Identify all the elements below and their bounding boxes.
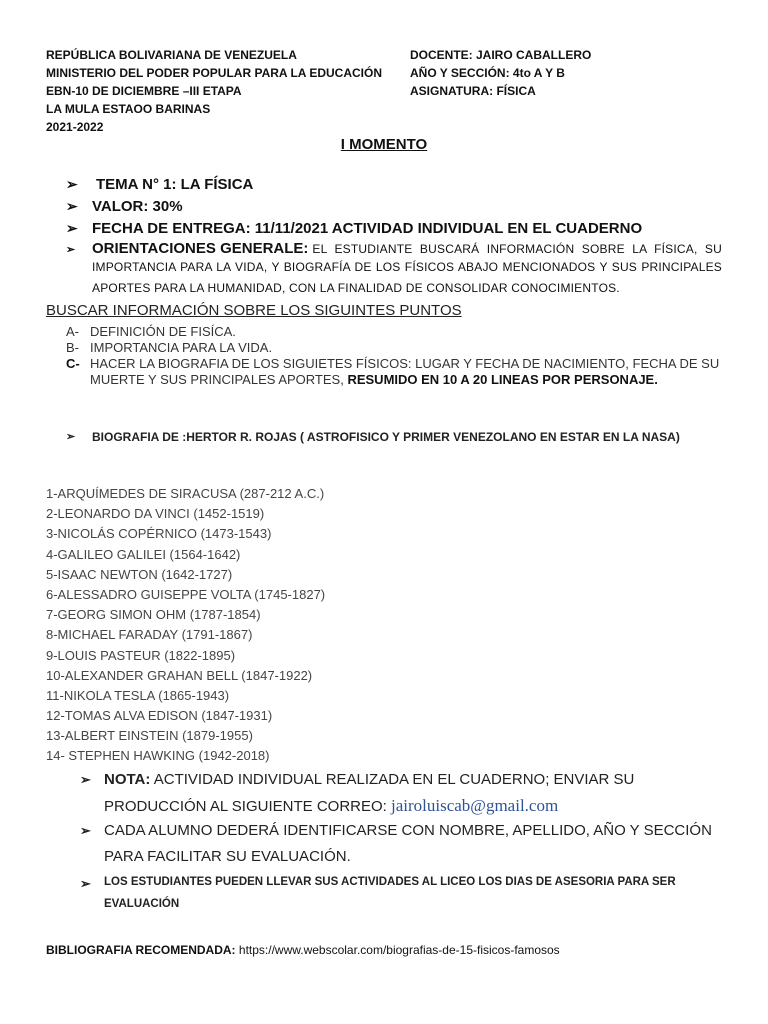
list-item: 1-ARQUÍMEDES DE SIRACUSA (287-212 A.C.) (46, 486, 325, 501)
arrowhead-bullet-icon: ➢ (66, 220, 78, 236)
list-marker: C- (66, 356, 80, 371)
points-list (66, 324, 726, 388)
tema-text: TEMA N° 1: LA FÍSICA (96, 176, 254, 193)
liceo-bullet (80, 871, 740, 915)
list-item: 4-GALILEO GALILEI (1564-1642) (46, 546, 241, 562)
orientaciones-text: EL ESTUDIANTE BUSCARÁ INFORMACIÓN SOBRE LA FÍSICA, SU (312, 242, 722, 256)
list-text: DEFINICIÓN DE FISÍCA. (90, 324, 236, 339)
header-line: REPÚBLICA BOLIVARIANA DE VENEZUELA (46, 48, 297, 62)
list-item: 5-ISAAC NEWTON (1642-1727) (46, 566, 233, 582)
tema-bullet (66, 176, 253, 193)
arrowhead-bullet-icon: ➢ (66, 431, 76, 443)
arrowhead-bullet-icon: ➢ (66, 244, 76, 256)
header-line: AÑO Y SECCIÓN: 4to A Y B (410, 66, 565, 80)
note-text: EVALUACIÓN (104, 898, 180, 910)
page-title: I MOMENTO (340, 136, 428, 153)
list-item: 2-LEONARDO DA VINCI (1452-1519) (46, 506, 265, 522)
nota-bullet (80, 767, 740, 820)
arrowhead-bullet-icon: ➢ (66, 198, 78, 214)
identification-bullet (80, 818, 740, 870)
list-item (66, 340, 726, 356)
list-item: 11-NIKOLA TESLA (1865-1943) (46, 687, 230, 703)
note-text: LOS ESTUDIANTES PUEDEN LLEVAR SUS ACTIVIDADES AL LICEO LOS DIAS DE ASESORIA PARA SER (104, 876, 676, 888)
list-text: IMPORTANCIA PARA LA VIDA. (90, 340, 273, 355)
header-line: LA MULA ESTAOO BARINAS (46, 102, 211, 116)
list-marker: B- (66, 340, 79, 355)
valor-text: VALOR: 30% (92, 198, 183, 215)
orientaciones-generales (66, 240, 722, 299)
list-item: 10-ALEXANDER GRAHAN BELL (1847-1922) (46, 667, 313, 683)
list-text-emphasis: RESUMIDO EN 10 A 20 LINEAS POR PERSONAJE. (347, 372, 658, 387)
orientaciones-text: IMPORTANCIA PARA LA VIDA, Y BIOGRAFÍA DE LOS FÍSICOS ABAJO MENCIONADOS Y SUS PRINCIPALES (92, 260, 722, 274)
fecha-text: FECHA DE ENTREGA: 11/11/2021 ACTIVIDAD INDIVIDUAL EN EL CUADERNO (92, 220, 643, 237)
biografia-bullet (66, 428, 726, 446)
institution-header (46, 46, 382, 136)
list-item: 7-GEORG SIMON OHM (1787-1854) (46, 607, 261, 623)
orientaciones-label: ORIENTACIONES GENERALE: (92, 240, 309, 257)
list-item: 3-NICOLÁS COPÉRNICO (1473-1543) (46, 526, 272, 542)
header-line: DOCENTE: JAIRO CABALLERO (410, 48, 592, 62)
list-item (66, 324, 726, 340)
nota-label: NOTA: (104, 771, 151, 788)
biografia-text: BIOGRAFIA DE :HERTOR R. ROJAS ( ASTROFISICO Y PRIMER VENEZOLANO EN ESTAR EN LA NASA) (92, 430, 680, 444)
teacher-header (410, 46, 591, 100)
valor-bullet (66, 198, 183, 215)
list-item: 12-TOMAS ALVA EDISON (1847-1931) (46, 708, 273, 724)
email-link[interactable]: jairoluiscab@gmail.com (391, 796, 559, 815)
list-text: HACER LA BIOGRAFIA DE LOS SIGUIETES FÍSICOS: LUGAR Y FECHA DE NACIMIENTO, FECHA DE SU MUERTE Y SUS PRINCIPALES APORTES, (90, 356, 720, 387)
header-line: ASIGNATURA: FÍSICA (410, 84, 536, 98)
note-text: CADA ALUMNO DEDERÁ IDENTIFICARSE CON NOMBRE, APELLIDO, AÑO Y SECCIÓN (104, 822, 712, 839)
list-item: 6-ALESSADRO GUISEPPE VOLTA (1745-1827) (46, 586, 326, 602)
list-item: 9-LOUIS PASTEUR (1822-1895) (46, 647, 236, 663)
bibliography (46, 943, 560, 957)
arrowhead-bullet-icon: ➢ (80, 876, 91, 891)
note-text: PARA FACILITAR SU EVALUACIÓN. (104, 848, 351, 865)
arrowhead-bullet-icon: ➢ (66, 176, 78, 192)
nota-text: ACTIVIDAD INDIVIDUAL REALIZADA EN EL CUADERNO; ENVIAR SU (153, 771, 635, 788)
list-item (66, 356, 726, 388)
bibliography-label: BIBLIOGRAFIA RECOMENDADA: (46, 943, 236, 957)
section-title: BUSCAR INFORMACIÓN SOBRE LOS SIGUINTES PUNTOS (46, 302, 462, 319)
list-item: 14- STEPHEN HAWKING (1942-2018) (46, 748, 270, 764)
bibliography-link[interactable]: https://www.webscolar.com/biografias-de-15-fisicos-famosos (238, 943, 560, 957)
header-line: EBN-10 DE DICIEMBRE –III ETAPA (46, 84, 242, 98)
header-line: MINISTERIO DEL PODER POPULAR PARA LA EDUCACIÓN (46, 66, 383, 80)
arrowhead-bullet-icon: ➢ (80, 772, 91, 787)
header-line: 2021-2022 (46, 120, 104, 134)
nota-text: PRODUCCIÓN AL SIGUIENTE CORREO: (104, 798, 387, 815)
orientaciones-text: APORTES PARA LA HUMANIDAD, CON LA FINALIDAD DE CONSOLIDAR CONOCIMIENTOS. (92, 281, 620, 295)
physicists-list (46, 484, 325, 767)
list-item: 13-ALBERT EINSTEIN (1879-1955) (46, 728, 253, 744)
list-marker: A- (66, 324, 79, 339)
list-item: 8-MICHAEL FARADAY (1791-1867) (46, 627, 253, 643)
arrowhead-bullet-icon: ➢ (80, 823, 91, 838)
fecha-bullet (66, 220, 642, 237)
